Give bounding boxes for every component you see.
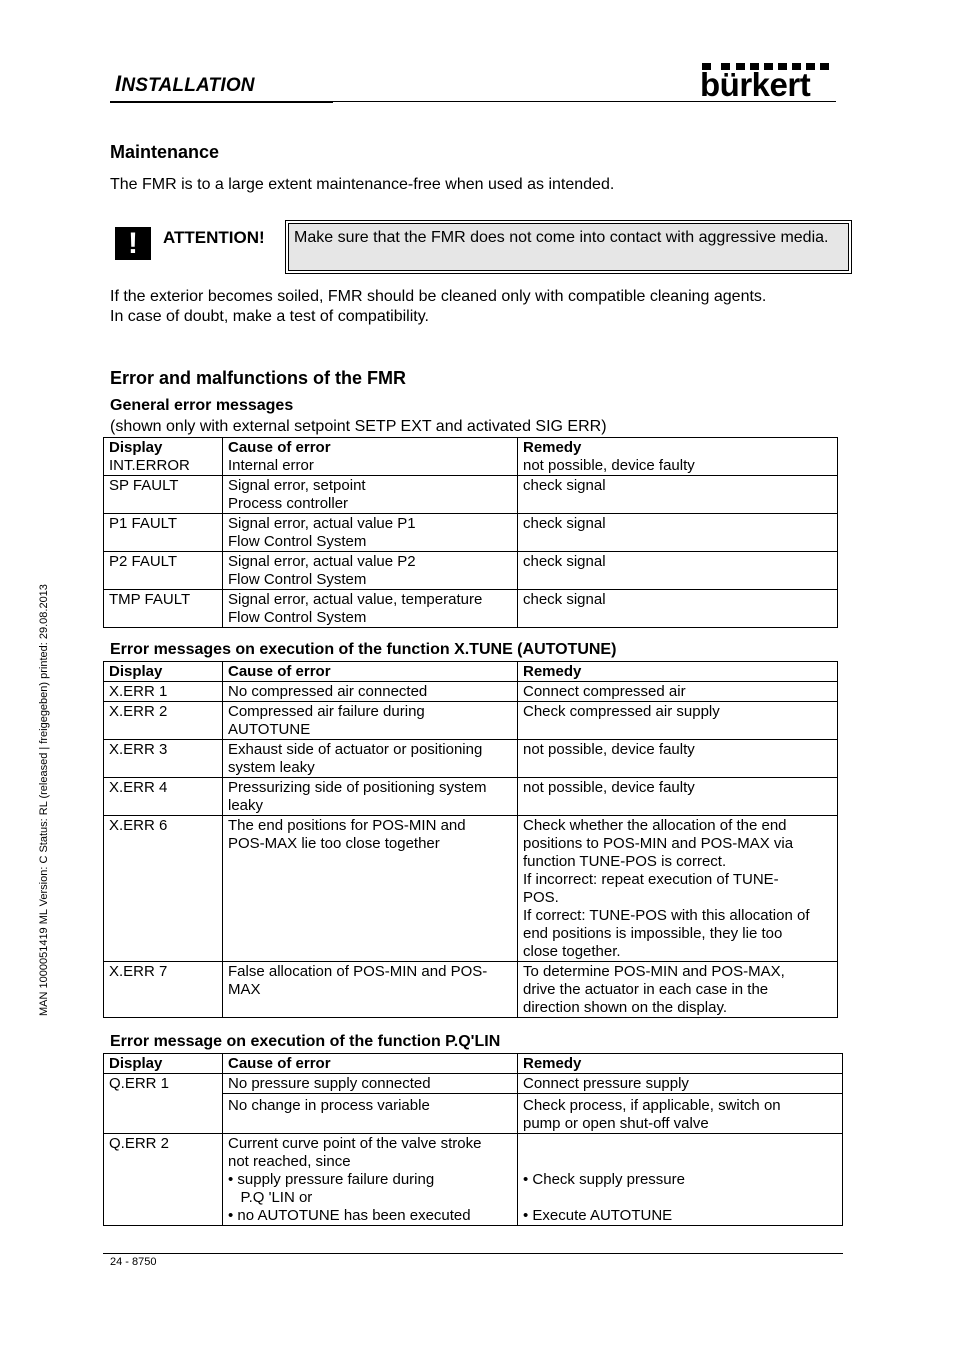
cell-remedy: To determine POS-MIN and POS-MAX, drive the actuator in each case in the direction shown on the display. <box>518 962 838 1018</box>
cell-remedy: not possible, device faulty <box>523 457 695 474</box>
cell-cause: The end positions for POS-MIN and POS-MAX lie too close together <box>223 816 518 962</box>
cell-display: P1 FAULT <box>104 514 223 552</box>
cell-display: Q.ERR 2 <box>104 1134 223 1226</box>
table-row <box>104 1074 843 1094</box>
cell-display: X.ERR 4 <box>104 778 223 816</box>
attention-box <box>285 220 852 274</box>
xtune-errors-body <box>104 662 838 1018</box>
cell-remedy: not possible, device faulty <box>518 740 838 778</box>
brand-logo <box>700 63 832 103</box>
cell-display: TMP FAULT <box>104 590 223 628</box>
table-row <box>104 778 838 816</box>
section-title-rest: NSTALLATION <box>121 75 255 96</box>
column-header-cause: Cause of error <box>228 439 331 456</box>
general-errors-note: (shown only with external setpoint SETP EXT and activated SIG ERR) <box>110 418 607 435</box>
cell-display: X.ERR 6 <box>104 816 223 962</box>
general-cell-cause <box>223 438 518 476</box>
table-header-row <box>104 1054 843 1074</box>
cell-cause: Internal error <box>228 457 314 474</box>
footer-rule <box>103 1253 843 1254</box>
cell-display: Q.ERR 1 <box>104 1074 223 1134</box>
cell-remedy: check signal <box>518 552 838 590</box>
cell-cause: Compressed air failure during AUTOTUNE <box>223 702 518 740</box>
general-errors-heading: General error messages <box>110 397 294 414</box>
cell-display: SP FAULT <box>104 476 223 514</box>
table-row <box>104 590 838 628</box>
pqlin-errors-heading: Error message on execution of the function P.Q'LIN <box>110 1033 501 1050</box>
cell-remedy: Check process, if applicable, switch on pump or open shut-off valve <box>518 1094 843 1134</box>
column-header-cause: Cause of error <box>223 1054 518 1074</box>
attention-text: Make sure that the FMR does not come into contact with aggressive media. <box>288 223 849 271</box>
maintenance-heading: Maintenance <box>110 142 220 162</box>
general-cell-remedy <box>518 438 838 476</box>
cell-display: INT.ERROR <box>109 457 190 474</box>
cleaning-line-2: In case of doubt, make a test of compatibility. <box>110 308 429 325</box>
cleaning-line-1: If the exterior becomes soiled, FMR should be cleaned only with compatible cleaning agents. <box>110 288 767 305</box>
table-row <box>104 740 838 778</box>
cell-cause: Exhaust side of actuator or positioning system leaky <box>223 740 518 778</box>
maintenance-intro: The FMR is to a large extent maintenance-free when used as intended. <box>110 176 615 193</box>
cell-cause: Signal error, actual value, temperature Flow Control System <box>223 590 518 628</box>
cell-remedy: not possible, device faulty <box>518 778 838 816</box>
attention-label: ATTENTION! <box>163 228 265 247</box>
xtune-errors-table <box>103 661 838 1018</box>
table-row <box>104 702 838 740</box>
section-title <box>115 71 255 97</box>
attention-icon: ! <box>115 227 151 260</box>
column-header-display: Display <box>109 439 163 456</box>
cell-cause: Current curve point of the valve stroke not reached, since • supply pressure failure during P.Q 'LIN or • no AUTOTUNE has been executed <box>223 1134 518 1226</box>
section-title-initial: I <box>115 71 122 96</box>
cell-display: X.ERR 1 <box>104 682 223 702</box>
cell-display: X.ERR 2 <box>104 702 223 740</box>
cell-cause: Signal error, actual value P2 Flow Control System <box>223 552 518 590</box>
table-row <box>104 514 838 552</box>
cell-remedy: Connect compressed air <box>518 682 838 702</box>
table-row <box>104 1134 843 1226</box>
cell-remedy: • Check supply pressure • Execute AUTOTUNE <box>518 1134 843 1226</box>
cell-remedy: check signal <box>518 476 838 514</box>
table-row <box>104 438 838 476</box>
cell-display: X.ERR 7 <box>104 962 223 1018</box>
errors-heading: Error and malfunctions of the FMR <box>110 368 407 388</box>
cell-cause: No compressed air connected <box>223 682 518 702</box>
column-header-remedy: Remedy <box>518 662 838 682</box>
table-row <box>104 552 838 590</box>
xtune-errors-heading: Error messages on execution of the function X.TUNE (AUTOTUNE) <box>110 641 617 658</box>
cell-display: X.ERR 3 <box>104 740 223 778</box>
document-status-sidebar: MAN 1000051419 ML Version: C Status: RL (released | freigegeben) printed: 29.08.2013 <box>38 584 50 1016</box>
table-header-row <box>104 662 838 682</box>
cell-remedy: Connect pressure supply <box>518 1074 843 1094</box>
table-row <box>104 476 838 514</box>
table-row <box>104 962 838 1018</box>
pqlin-errors-table <box>103 1053 843 1226</box>
pqlin-errors-body <box>104 1054 843 1226</box>
table-row <box>104 682 838 702</box>
page-number: 24 - 8750 <box>110 1256 157 1268</box>
cell-remedy: Check compressed air supply <box>518 702 838 740</box>
column-header-remedy: Remedy <box>518 1054 843 1074</box>
logo-wordmark: bürkert <box>700 66 811 103</box>
cell-cause: Pressurizing side of positioning system leaky <box>223 778 518 816</box>
general-errors-body <box>104 438 838 628</box>
column-header-cause: Cause of error <box>223 662 518 682</box>
column-header-remedy: Remedy <box>523 439 582 456</box>
general-errors-table <box>103 437 838 628</box>
header-rule-bold <box>110 101 333 103</box>
cell-display: P2 FAULT <box>104 552 223 590</box>
cell-cause: False allocation of POS-MIN and POS- MAX <box>223 962 518 1018</box>
cell-cause: No pressure supply connected <box>223 1074 518 1094</box>
cell-cause: Signal error, setpoint Process controller <box>223 476 518 514</box>
column-header-display: Display <box>104 1054 223 1074</box>
cell-remedy: check signal <box>518 590 838 628</box>
cell-cause: Signal error, actual value P1 Flow Control System <box>223 514 518 552</box>
table-row <box>104 816 838 962</box>
cell-remedy: check signal <box>518 514 838 552</box>
cell-cause: No change in process variable <box>223 1094 518 1134</box>
column-header-display: Display <box>104 662 223 682</box>
cell-remedy: Check whether the allocation of the end positions to POS-MIN and POS-MAX via function TUNE-POS is correct. If incorrect: repeat execution of TUNE- POS. If correct: TUNE-POS with this allocation of end positions is impossible, they lie too close together. <box>518 816 838 962</box>
general-cell-display <box>104 438 223 476</box>
